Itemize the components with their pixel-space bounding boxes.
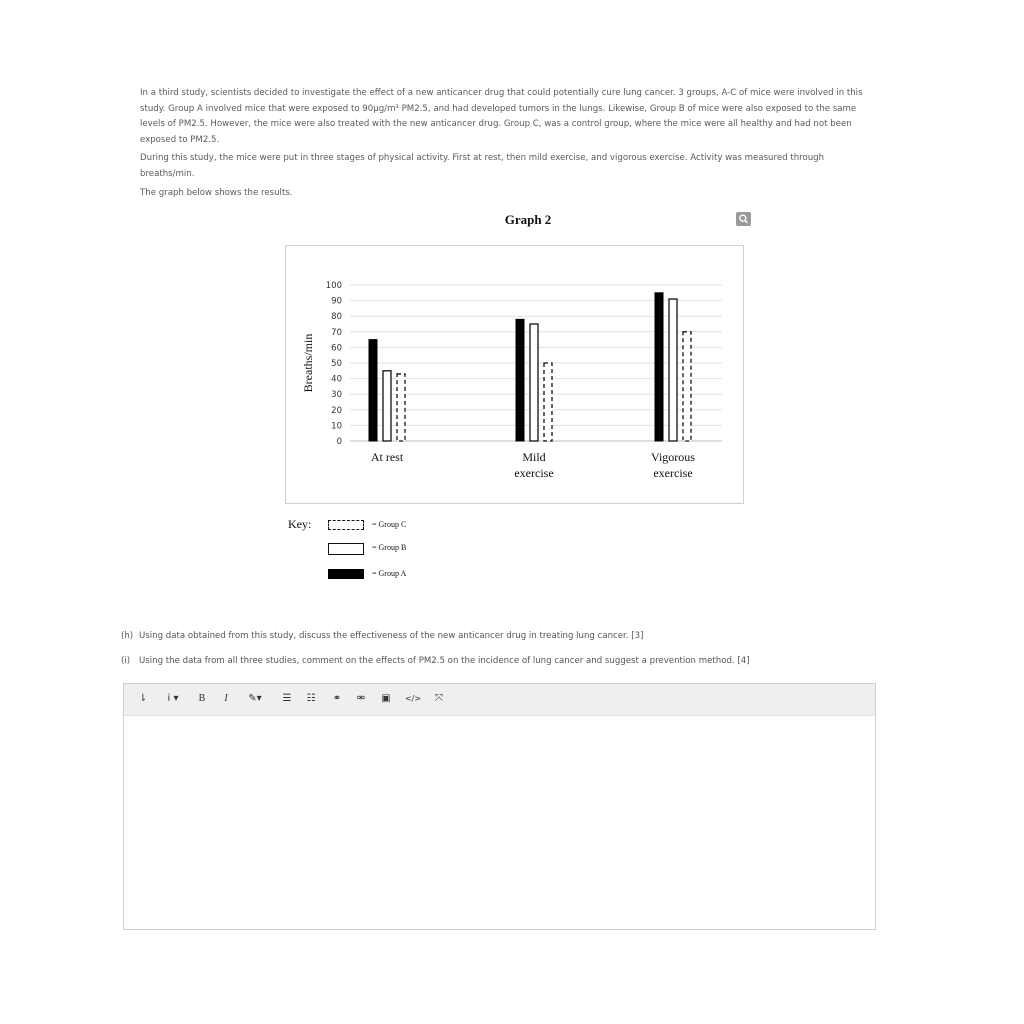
bar-group-c — [397, 374, 405, 441]
question-number: (i) — [121, 656, 131, 666]
key-item-group-b — [328, 543, 448, 557]
info-dropdown-icon[interactable]: i ▾ — [167, 693, 179, 704]
graph-title: Graph 2 — [504, 212, 552, 227]
intro-paragraph-3: The graph below shows the results. — [140, 187, 293, 198]
bold-button[interactable]: B — [198, 693, 206, 704]
x-category-label: exercise — [653, 466, 693, 480]
code-icon[interactable]: </> — [404, 694, 422, 703]
italic-button[interactable]: I — [224, 693, 228, 704]
answer-text-area[interactable] — [124, 716, 875, 929]
intro-paragraph-2: During this study, the mice were put in three stages of physical activity. First at rest, then mild exercise, and vigorous exercise. Activity was measured through breaths/min. — [140, 153, 825, 179]
link-icon[interactable]: ⚭ — [332, 693, 342, 704]
key-item-group-a — [328, 569, 448, 583]
key-item-group-c — [328, 520, 448, 534]
y-tick-label: 100 — [325, 281, 342, 291]
bar-group-a — [369, 340, 377, 441]
y-tick-label: 0 — [336, 437, 342, 447]
y-tick-label: 10 — [331, 421, 342, 432]
collapse-toolbar-icon[interactable]: ⇂ — [138, 693, 148, 704]
question-text: Using the data from all three studies, comment on the effects of PM2.5 on the incidence of lung cancer and suggest a prevention method. [4] — [139, 656, 750, 666]
y-tick-label: 80 — [331, 312, 342, 323]
key-label: Key: — [288, 517, 312, 531]
bar-group-c — [683, 332, 691, 441]
key-text-group-c: = Group C — [372, 520, 407, 529]
bar-chart — [285, 245, 744, 504]
y-tick-label: 20 — [331, 405, 342, 416]
key-swatch-outline — [328, 543, 364, 555]
answer-editor — [123, 683, 876, 930]
y-tick-label: 40 — [331, 374, 342, 385]
x-category-label: At rest — [370, 450, 404, 464]
bar-group-b — [383, 371, 391, 441]
y-tick-label: 30 — [331, 390, 342, 401]
chart-svg — [286, 246, 743, 503]
magnifier-icon — [736, 212, 751, 226]
key-text-group-a: = Group A — [372, 569, 407, 578]
y-axis-label: Breaths/min — [301, 333, 315, 393]
y-tick-label: 90 — [331, 296, 342, 307]
image-icon[interactable]: ▣ — [381, 693, 391, 704]
bar-group-b — [530, 324, 538, 441]
y-tick-label: 50 — [331, 359, 342, 369]
intro-paragraph-1: In a third study, scientists decided to investigate the effect of a new anticancer drug that could potentially cure lung cancer. 3 groups, A-C of mice were involved in this study. Group A involved mice that were exposed to 90µg/m³ PM2.5, and had developed tumors in the lungs. Likewise, Group B of mice were also exposed to the same levels of PM2.5. However, the mice were also treated with the new anticancer drug. Group C, was a control group, where the mice were all healthy and had not been exposed to PM2.5. — [140, 88, 863, 145]
x-category-label: Vigorous — [651, 450, 695, 464]
key-swatch-dashed — [328, 520, 364, 530]
y-tick-label: 60 — [331, 343, 342, 354]
bar-group-a — [516, 319, 524, 441]
y-tick-label: 70 — [331, 327, 342, 338]
unlink-icon[interactable]: ⚮ — [356, 693, 366, 704]
font-color-dropdown-icon[interactable]: ✎▾ — [248, 693, 262, 704]
key-swatch-solid — [328, 569, 364, 579]
question-intro — [140, 86, 880, 204]
bar-group-c — [544, 363, 552, 441]
x-category-label: Mild — [522, 450, 546, 464]
question-i — [121, 656, 750, 666]
question-number: (h) — [121, 631, 134, 641]
numbered-list-icon[interactable]: ☷ — [306, 693, 316, 704]
question-text: Using data obtained from this study, discuss the effectiveness of the new anticancer drug in treating lung cancer. [3] — [139, 631, 644, 641]
question-h — [121, 631, 643, 641]
zoom-image-button[interactable] — [736, 212, 751, 226]
bar-group-b — [669, 299, 677, 441]
bar-group-a — [655, 293, 663, 441]
bullet-list-icon[interactable]: ☰ — [282, 693, 292, 704]
key-text-group-b: = Group B — [372, 543, 407, 552]
editor-toolbar — [124, 684, 875, 716]
fullscreen-icon[interactable]: ⤧ — [435, 693, 443, 704]
x-category-label: exercise — [514, 466, 554, 480]
